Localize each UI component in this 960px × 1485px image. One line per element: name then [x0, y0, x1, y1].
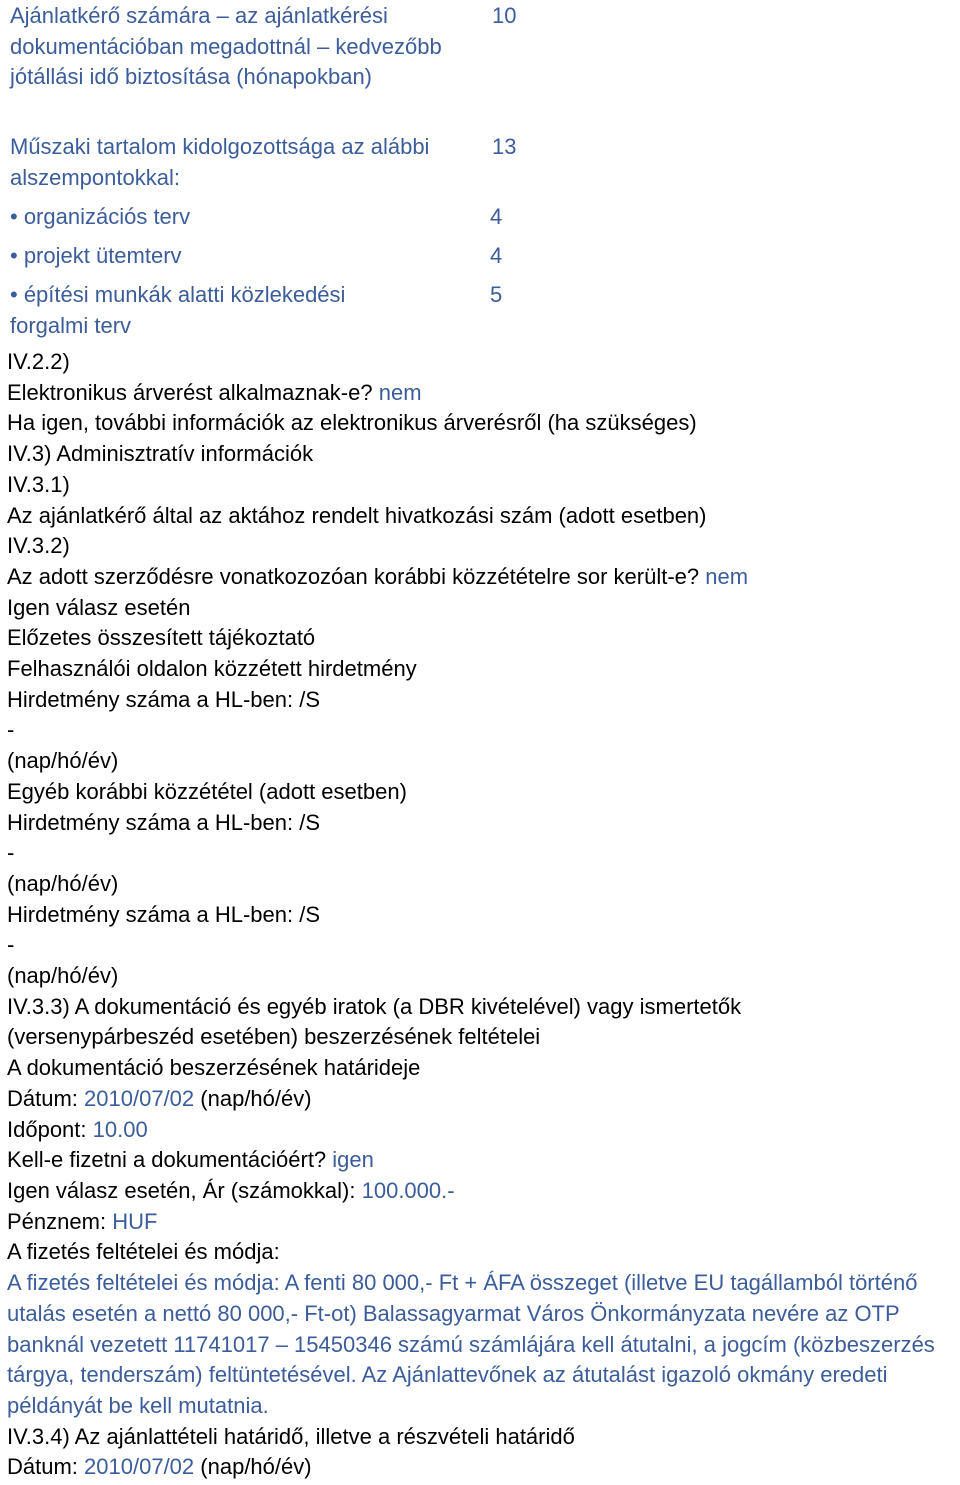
- if-yes-label: Igen válasz esetén: [7, 594, 191, 620]
- buyer-profile-label: Felhasználói oldalon közzétett hirdetmény: [7, 656, 417, 682]
- criterion-label: Ajánlatkérő számára – az ajánlatkérési dokumentációban megadottnál – kedvezőbb jótállási idő biztosítása (hónapokban): [10, 3, 442, 89]
- payment-question: Kell-e fizetni a dokumentációért? igen: [7, 1147, 374, 1173]
- pin-label: Előzetes összesített tájékoztató: [7, 625, 316, 651]
- currency-line: Pénznem: HUF: [7, 1208, 158, 1234]
- criterion-label: Műszaki tartalom kidolgozottsága az alábbi alszempontokkal:: [10, 134, 430, 190]
- criterion-score: 4: [490, 243, 503, 268]
- date-format-label: (nap/hó/év): [7, 870, 119, 896]
- price-value: 100.000.-: [361, 1177, 455, 1203]
- reference-number-label: Az ajánlatkérő által az aktához rendelt hivatkozási szám (adott esetben): [7, 502, 707, 528]
- deadline-time: Időpont: 10.00: [7, 1116, 148, 1142]
- criterion-warranty: [10, 1, 450, 93]
- deadline-date-value: 2010/07/02: [84, 1085, 195, 1111]
- criterion-score: 13: [492, 134, 517, 159]
- deadline-date: Dátum: 2010/07/02 (nap/hó/év): [7, 1085, 312, 1111]
- payment-answer: igen: [332, 1147, 374, 1173]
- deadline-time-value: 10.00: [92, 1116, 148, 1142]
- notice-number-label: Hirdetmény száma a HL-ben: /S: [7, 901, 321, 927]
- dash-separator: -: [7, 840, 15, 866]
- date-format-label: (nap/hó/év): [7, 748, 119, 774]
- criterion-schedule: [10, 241, 450, 272]
- section-iv31: IV.3.1): [7, 471, 70, 497]
- submission-date-value: 2010/07/02: [84, 1454, 195, 1480]
- doc-deadline-label: A dokumentáció beszerzésének határideje: [7, 1055, 421, 1081]
- notice-number-label: Hirdetmény száma a HL-ben: /S: [7, 686, 321, 712]
- criterion-organization: [10, 202, 450, 233]
- dash-separator: -: [7, 932, 15, 958]
- prior-publication-answer: nem: [705, 563, 749, 589]
- section-iv32: IV.3.2): [7, 533, 70, 559]
- criterion-label: • projekt ütemterv: [10, 243, 182, 268]
- eauction-question: Elektronikus árverést alkalmaznak-e? nem: [7, 379, 422, 405]
- section-iv34: IV.3.4) Az ajánlattételi határidő, illetve a részvételi határidő: [7, 1423, 575, 1449]
- prior-publication-question: Az adott szerződésre vonatkozozóan korábbi közzétételre sor került-e? nem: [7, 563, 749, 589]
- criterion-score: 10: [492, 3, 517, 28]
- criterion-technical: [10, 132, 450, 193]
- section-iv22: IV.2.2): [7, 349, 70, 374]
- criterion-score: 4: [490, 204, 503, 229]
- submission-date: Dátum: 2010/07/02 (nap/hó/év): [7, 1454, 312, 1480]
- currency-value: HUF: [112, 1208, 158, 1234]
- criterion-traffic: [10, 280, 410, 341]
- document-body: [7, 347, 957, 1483]
- payment-terms-label: A fizetés feltételei és módja:: [7, 1239, 280, 1265]
- criterion-label: • organizációs terv: [10, 204, 191, 229]
- dash-separator: -: [7, 717, 15, 743]
- other-prior-label: Egyéb korábbi közzététel (adott esetben): [7, 778, 407, 804]
- date-format-label: (nap/hó/év): [7, 963, 119, 989]
- eauction-answer: nem: [378, 379, 422, 405]
- notice-number-label: Hirdetmény száma a HL-ben: /S: [7, 809, 321, 835]
- eauction-info: Ha igen, további információk az elektronikus árverésről (ha szükséges): [7, 410, 697, 436]
- criterion-label: • építési munkák alatti közlekedési forgalmi terv: [10, 282, 346, 338]
- price-line: Igen válasz esetén, Ár (számokkal): 100.000.-: [7, 1177, 455, 1203]
- section-iv3: IV.3) Adminisztratív információk: [7, 441, 314, 467]
- section-iv33: IV.3.3) A dokumentáció és egyéb iratok (a DBR kivételével) vagy ismertetők (versenypárbeszéd esetében) beszerzésének feltételei: [7, 993, 742, 1050]
- criterion-score: 5: [490, 282, 503, 307]
- payment-terms-text: A fizetés feltételei és módja: A fenti 80 000,- Ft + ÁFA összeget (illetve EU tagállamból történő utalás esetén a nettó 80 000,- Ft-ot) Balassagyarmat Város Önkormányzata nevére az OTP banknál vezetett 11741017 – 15450346 számú számlájára kell átutalni, a jogcím (közbeszerzés tárgya, tenderszám) feltüntetésével. Az Ajánlattevőnek az átutalást igazoló okmány eredeti példányát be kell mutatnia.: [7, 1270, 935, 1418]
